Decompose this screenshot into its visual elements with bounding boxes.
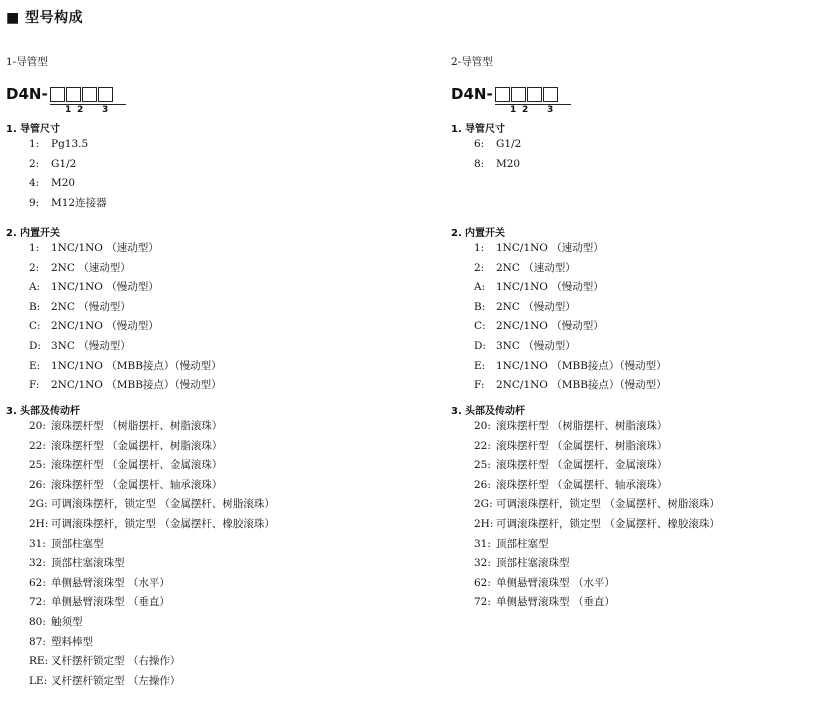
item-code: 72: xyxy=(474,596,491,609)
item-text: M20 xyxy=(51,177,76,190)
model-number xyxy=(6,85,114,115)
item-text: 滚珠摆杆型 （金属摆杆、轴承滚珠） xyxy=(51,478,223,491)
item-text: 2NC/1NO （MBB接点）（慢动型） xyxy=(51,379,222,392)
item-text: 2NC/1NO （慢动型） xyxy=(51,320,159,333)
section-heading xyxy=(451,228,833,239)
item-text: 2NC/1NO （MBB接点）（慢动型） xyxy=(496,379,667,392)
model-underline xyxy=(495,104,571,105)
digit-label: 3 xyxy=(102,105,109,115)
item-text: 2NC （慢动型） xyxy=(51,300,131,313)
section-number: 3. xyxy=(451,406,462,417)
section-heading xyxy=(6,228,406,239)
item-text: 3NC （慢动型） xyxy=(51,339,131,352)
item-code: F: xyxy=(474,379,485,392)
item-code: 2G: xyxy=(474,498,493,511)
item-code: E: xyxy=(474,359,486,372)
conduit-type-label: 1-导管型 xyxy=(6,56,48,68)
item-code: 6: xyxy=(474,138,485,150)
section-number: 2. xyxy=(6,228,17,239)
list-item xyxy=(6,456,406,476)
spec-section xyxy=(451,406,833,613)
item-text: 1NC/1NO （慢动型） xyxy=(51,281,159,294)
list-item xyxy=(6,495,406,515)
list-item xyxy=(6,357,406,377)
list-item xyxy=(6,259,406,279)
item-text: 1NC/1NO （慢动型） xyxy=(496,281,604,294)
list-item xyxy=(451,456,833,476)
list-item xyxy=(451,437,833,457)
digit-label: 1 xyxy=(65,105,72,115)
item-code: 1: xyxy=(29,242,40,254)
list-item xyxy=(6,155,406,175)
section-number: 2. xyxy=(451,228,462,239)
list-item xyxy=(6,593,406,613)
item-code: B: xyxy=(474,300,486,313)
section-number: 1. xyxy=(6,124,17,135)
list-item xyxy=(6,613,406,633)
item-code: 25: xyxy=(29,459,46,472)
item-code: D: xyxy=(474,339,486,352)
list-item xyxy=(451,239,833,259)
item-code: 26: xyxy=(29,478,46,491)
item-text: 滚珠摆杆型 （金属摆杆、金属滚珠） xyxy=(51,459,223,472)
list-item xyxy=(451,278,833,298)
item-text: 2NC （速动型） xyxy=(51,261,131,274)
code-box xyxy=(543,87,558,102)
item-code: 20: xyxy=(29,420,46,432)
code-box xyxy=(98,87,113,102)
item-text: 1NC/1NO （MBB接点）（慢动型） xyxy=(496,359,667,372)
item-code: 26: xyxy=(474,478,491,491)
item-text: 1NC/1NO （MBB接点）（慢动型） xyxy=(51,359,222,372)
list-item xyxy=(6,298,406,318)
list-item xyxy=(6,633,406,653)
item-code: 62: xyxy=(29,576,46,589)
item-text: 单侧悬臂滚珠型 （水平） xyxy=(51,576,170,589)
item-text: 1NC/1NO （速动型） xyxy=(496,242,604,254)
item-text: G1/2 xyxy=(496,138,522,150)
item-text: 滚珠摆杆型 （金属摆杆、金属滚珠） xyxy=(496,459,668,472)
model-underline xyxy=(50,104,126,105)
item-text: 滚珠摆杆型 （金属摆杆、轴承滚珠） xyxy=(496,478,668,491)
item-code: 2H: xyxy=(29,517,49,530)
item-code: 1: xyxy=(474,242,485,254)
spec-section xyxy=(6,406,406,691)
item-text: 可调滚珠摆杆，锁定型 （金属摆杆、橡胶滚珠） xyxy=(51,517,275,530)
item-text: 3NC （慢动型） xyxy=(496,339,576,352)
item-text: 2NC/1NO （慢动型） xyxy=(496,320,604,333)
item-text: 2NC （速动型） xyxy=(496,261,576,274)
item-text: 滚珠摆杆型 （树脂摆杆、树脂滚珠） xyxy=(51,420,223,432)
section-title: 内置开关 xyxy=(20,228,60,239)
item-code: 87: xyxy=(29,635,46,648)
item-code: 1: xyxy=(29,138,40,150)
section-heading xyxy=(6,124,406,135)
item-text: 单侧悬臂滚珠型 （垂直） xyxy=(496,596,615,609)
item-code: 31: xyxy=(29,537,46,550)
section-number: 3. xyxy=(6,406,17,417)
model-prefix: D4N- xyxy=(6,85,48,103)
list-item xyxy=(6,278,406,298)
model-prefix: D4N- xyxy=(451,85,493,103)
item-code: F: xyxy=(29,379,40,392)
item-text: 叉杆摆杆锁定型 （右操作） xyxy=(51,655,181,668)
item-text: 顶部柱塞滚珠型 xyxy=(496,557,570,570)
section-title: 导管尺寸 xyxy=(465,124,505,135)
code-box xyxy=(82,87,97,102)
model-code-boxes xyxy=(495,85,559,106)
list-item xyxy=(451,574,833,594)
list-item xyxy=(6,554,406,574)
list-item xyxy=(451,298,833,318)
spec-section xyxy=(6,228,406,396)
item-code: 32: xyxy=(29,557,46,570)
list-item xyxy=(451,155,833,175)
item-text: 顶部柱塞滚珠型 xyxy=(51,557,125,570)
item-text: 1NC/1NO （速动型） xyxy=(51,242,159,254)
item-code: 31: xyxy=(474,537,491,550)
item-code: 8: xyxy=(474,157,485,170)
item-code: 2G: xyxy=(29,498,48,511)
list-item xyxy=(6,239,406,259)
digit-label: 2 xyxy=(77,105,84,115)
spec-section xyxy=(451,228,833,396)
list-item xyxy=(6,574,406,594)
code-box xyxy=(50,87,65,102)
item-code: 2: xyxy=(29,261,40,274)
digit-label: 1 xyxy=(510,105,517,115)
item-code: B: xyxy=(29,300,41,313)
code-box xyxy=(511,87,526,102)
item-code: LE: xyxy=(29,674,48,687)
code-box xyxy=(527,87,542,102)
item-text: 顶部柱塞型 xyxy=(496,537,549,550)
item-code: C: xyxy=(29,320,41,333)
item-text: 单侧悬臂滚珠型 （垂直） xyxy=(51,596,170,609)
item-text: 触须型 xyxy=(51,615,83,628)
spec-section xyxy=(451,124,833,174)
list-item xyxy=(451,337,833,357)
list-item xyxy=(451,554,833,574)
item-text: 可调滚珠摆杆，锁定型 （金属摆杆、橡胶滚珠） xyxy=(496,517,720,530)
item-code: 62: xyxy=(474,576,491,589)
item-text: 可调滚珠摆杆，锁定型 （金属摆杆、树脂滚珠） xyxy=(496,498,720,511)
item-code: E: xyxy=(29,359,41,372)
item-code: C: xyxy=(474,320,486,333)
item-code: RE: xyxy=(29,655,49,668)
list-item xyxy=(451,495,833,515)
column-1-conduit xyxy=(6,0,406,721)
item-code: 9: xyxy=(29,196,40,209)
item-code: D: xyxy=(29,339,41,352)
digit-label: 2 xyxy=(522,105,529,115)
model-number xyxy=(451,85,559,115)
list-item xyxy=(6,337,406,357)
column-2-conduit xyxy=(451,0,833,721)
item-text: 可调滚珠摆杆，锁定型 （金属摆杆、树脂滚珠） xyxy=(51,498,275,511)
list-item xyxy=(6,376,406,396)
list-item xyxy=(6,476,406,496)
list-item xyxy=(451,535,833,555)
list-item xyxy=(451,259,833,279)
list-item xyxy=(6,135,406,155)
item-text: 叉杆摆杆锁定型 （左操作） xyxy=(51,674,181,687)
list-item xyxy=(6,174,406,194)
list-item xyxy=(6,417,406,437)
list-item xyxy=(6,535,406,555)
item-code: 2: xyxy=(29,157,40,170)
list-item xyxy=(451,476,833,496)
section-number: 1. xyxy=(451,124,462,135)
code-box xyxy=(66,87,81,102)
item-text: Pg13.5 xyxy=(51,138,89,150)
list-item xyxy=(451,357,833,377)
item-code: 4: xyxy=(29,177,40,190)
list-item xyxy=(6,194,406,214)
section-heading xyxy=(6,406,406,417)
item-code: 25: xyxy=(474,459,491,472)
item-code: 20: xyxy=(474,420,491,432)
section-title: 内置开关 xyxy=(465,228,505,239)
page-title: ■ 型号构成 xyxy=(6,10,84,26)
item-code: 72: xyxy=(29,596,46,609)
list-item xyxy=(6,515,406,535)
item-code: 22: xyxy=(474,439,491,452)
list-item xyxy=(451,135,833,155)
list-item xyxy=(451,515,833,535)
item-text: 滚珠摆杆型 （树脂摆杆、树脂滚珠） xyxy=(496,420,668,432)
item-code: 2: xyxy=(474,261,485,274)
item-text: G1/2 xyxy=(51,157,77,170)
conduit-type-label: 2-导管型 xyxy=(451,56,493,68)
item-text: 滚珠摆杆型 （金属摆杆、树脂滚珠） xyxy=(51,439,223,452)
digit-label: 3 xyxy=(547,105,554,115)
section-title: 头部及传动杆 xyxy=(465,406,525,417)
item-code: A: xyxy=(474,281,486,294)
list-item xyxy=(6,672,406,692)
list-item xyxy=(6,437,406,457)
item-text: 单侧悬臂滚珠型 （水平） xyxy=(496,576,615,589)
item-code: A: xyxy=(29,281,41,294)
list-item xyxy=(451,593,833,613)
item-text: 2NC （慢动型） xyxy=(496,300,576,313)
list-item xyxy=(451,376,833,396)
section-title: 导管尺寸 xyxy=(20,124,60,135)
item-code: 2H: xyxy=(474,517,494,530)
item-code: 22: xyxy=(29,439,46,452)
spec-section xyxy=(6,124,406,213)
section-heading xyxy=(451,406,833,417)
code-box xyxy=(495,87,510,102)
item-code: 80: xyxy=(29,615,46,628)
model-code-boxes xyxy=(50,85,114,106)
list-item xyxy=(6,317,406,337)
item-text: M12连接器 xyxy=(51,196,107,209)
item-text: 滚珠摆杆型 （金属摆杆、树脂滚珠） xyxy=(496,439,668,452)
section-title: 头部及传动杆 xyxy=(20,406,80,417)
list-item xyxy=(6,652,406,672)
section-heading xyxy=(451,124,833,135)
list-item xyxy=(451,317,833,337)
item-text: 顶部柱塞型 xyxy=(51,537,104,550)
list-item xyxy=(451,417,833,437)
item-text: M20 xyxy=(496,157,521,170)
item-code: 32: xyxy=(474,557,491,570)
item-text: 塑料棒型 xyxy=(51,635,93,648)
